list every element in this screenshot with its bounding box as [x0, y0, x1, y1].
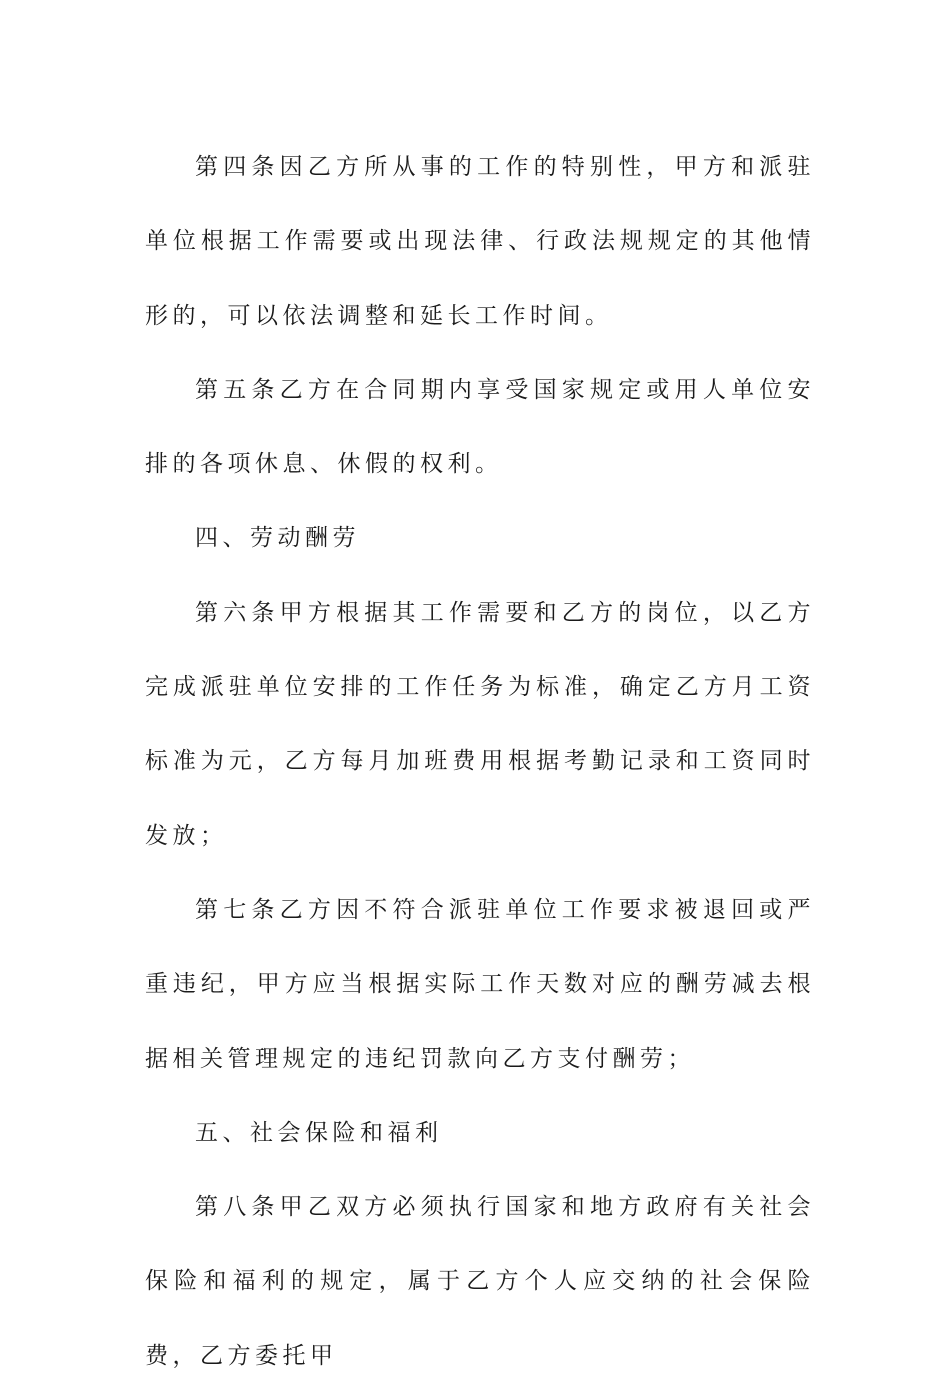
paragraph-article-4: 第四条因乙方所从事的工作的特别性，甲方和派驻单位根据工作需要或出现法律、行政法规规定的其他情形的，可以依法调整和延长工作时间。 [145, 154, 815, 329]
paragraph-article-6: 第六条甲方根据其工作需要和乙方的岗位，以乙方完成派驻单位安排的工作任务为标准，确定乙方月工资标准为元，乙方每月加班费用根据考勤记录和工资同时发放； [145, 599, 815, 849]
paragraph-article-8: 第八条甲乙双方必须执行国家和地方政府有关社会保险和福利的规定，属于乙方个人应交纳的社会保险费，乙方委托甲 [145, 1194, 815, 1369]
section-heading-social-insurance: 五、社会保险和福利 [195, 1119, 443, 1146]
paragraph-article-7: 第七条乙方因不符合派驻单位工作要求被退回或严重违纪，甲方应当根据实际工作天数对应的酬劳减去根据相关管理规定的违纪罚款向乙方支付酬劳； [145, 896, 815, 1072]
document-body [145, 130, 815, 1393]
paragraph-article-5: 第五条乙方在合同期内享受国家规定或用人单位安排的各项休息、休假的权利。 [145, 376, 815, 478]
section-heading-labor-remuneration: 四、劳动酬劳 [195, 525, 360, 552]
